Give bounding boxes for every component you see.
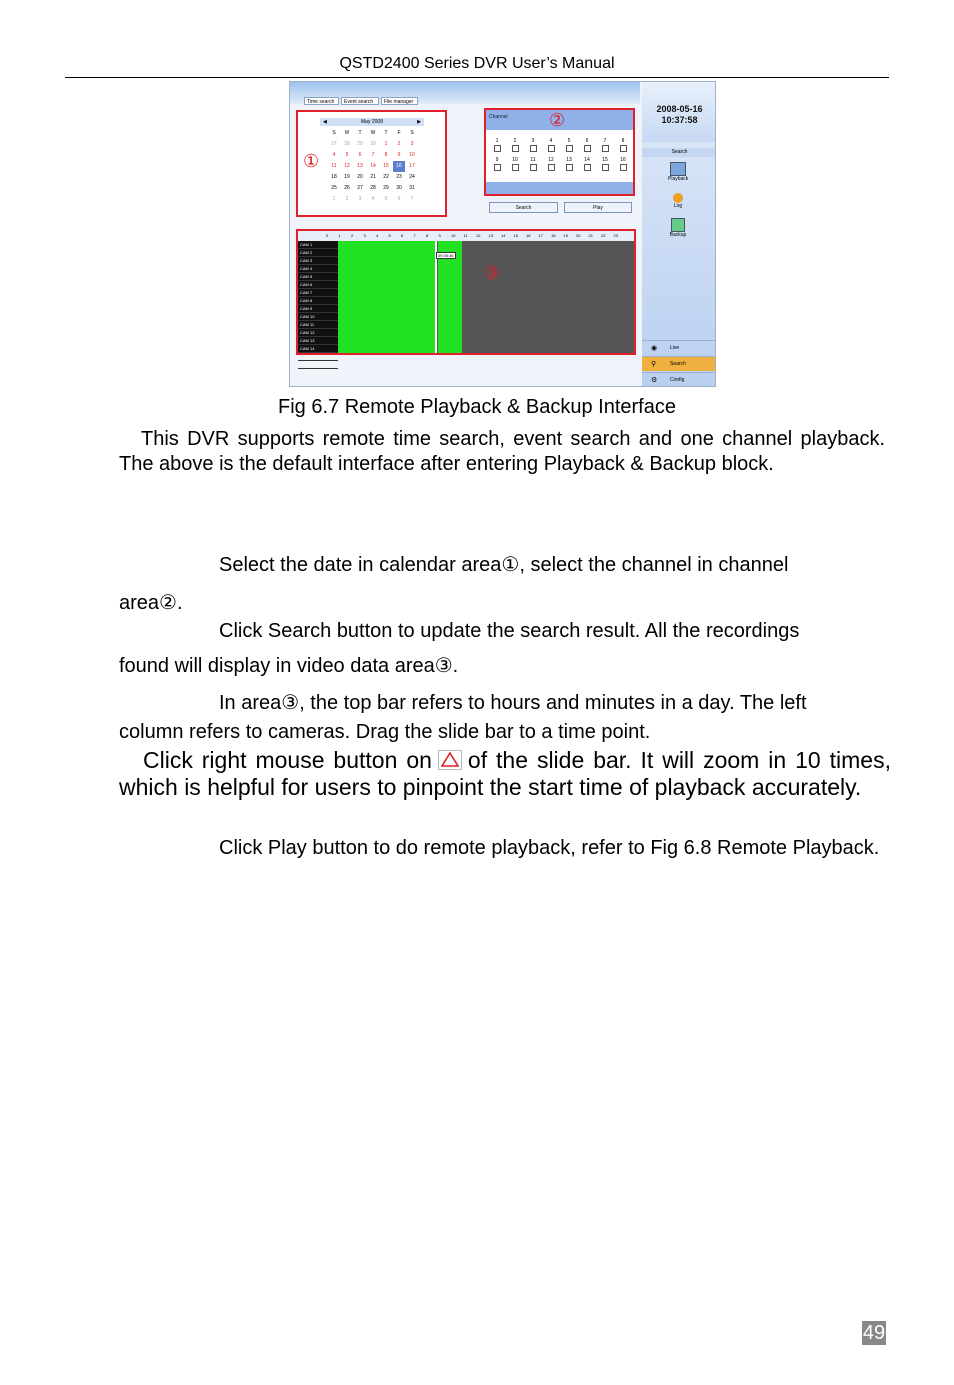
hour-tick: 7 xyxy=(413,233,416,238)
channel-label: Channel xyxy=(489,114,508,120)
step-2-line-2: found will display in video data area③. xyxy=(119,655,459,677)
camera-label: CAM 1 xyxy=(298,241,338,249)
camera-label: CAM 2 xyxy=(298,249,338,257)
channel-checkbox[interactable] xyxy=(509,138,521,152)
calendar-month xyxy=(320,118,424,126)
hour-tick: 21 xyxy=(588,233,593,238)
camera-label: CAM 16 xyxy=(298,361,338,369)
weekday-label: T xyxy=(358,130,362,136)
checkbox-box xyxy=(512,164,519,171)
calendar-day[interactable]: 1 xyxy=(384,141,388,147)
clock-time: 10:37:58 xyxy=(661,115,698,125)
calendar-day[interactable]: 7 xyxy=(371,152,375,158)
calendar-day[interactable]: 6 xyxy=(358,152,362,158)
calendar-day[interactable]: 26 xyxy=(344,185,350,191)
calendar-day[interactable]: 9 xyxy=(397,152,401,158)
camera-label: CAM 9 xyxy=(298,305,338,313)
channel-checkbox[interactable] xyxy=(491,138,503,152)
area-marker-1: ① xyxy=(303,151,320,171)
calendar-day[interactable]: 3 xyxy=(358,196,362,202)
channel-checkbox[interactable] xyxy=(581,138,593,152)
channel-number: 8 xyxy=(621,138,625,144)
channel-checkbox[interactable] xyxy=(509,157,521,171)
calendar-row xyxy=(328,183,418,194)
hour-tick: 18 xyxy=(551,233,556,238)
zoom-text-before: Click right mouse button on xyxy=(143,747,432,773)
calendar-area xyxy=(296,110,447,217)
camera-label: CAM 12 xyxy=(298,329,338,337)
camera-label: CAM 10 xyxy=(298,313,338,321)
figure-caption: Fig 6.7 Remote Playback & Backup Interface xyxy=(278,396,676,418)
hour-tick: 16 xyxy=(526,233,531,238)
calendar-row xyxy=(328,194,418,205)
hour-tick: 19 xyxy=(563,233,568,238)
calendar-day[interactable]: 29 xyxy=(357,141,363,147)
calendar-row xyxy=(328,150,418,161)
calendar-day[interactable]: 27 xyxy=(331,141,337,147)
calendar-row xyxy=(328,139,418,150)
hour-tick: 13 xyxy=(488,233,493,238)
calendar-day[interactable]: 28 xyxy=(344,141,350,147)
channel-number: 9 xyxy=(495,157,499,163)
checkbox-box xyxy=(530,164,537,171)
step-3-line-2: column refers to cameras. Drag the slide bar to a time point. xyxy=(119,721,651,743)
hour-tick: 10 xyxy=(451,233,456,238)
zoom-text-after: of the slide bar. It will zoom in 10 times, which is helpful for users to pinpoint the start time of playback accurately. xyxy=(119,747,891,800)
month-label: May 2008 xyxy=(361,119,383,125)
side-item-log[interactable] xyxy=(668,193,688,209)
channel-checkbox[interactable] xyxy=(617,138,629,152)
channel-number: 7 xyxy=(603,138,607,144)
side-search-header: Search xyxy=(642,148,716,157)
camera-column xyxy=(298,241,338,367)
step-1-line-2: area②. xyxy=(119,592,183,614)
side-item-playback[interactable] xyxy=(668,162,688,182)
calendar-day[interactable]: 7 xyxy=(410,196,414,202)
step-4-paragraph: Click Play button to do remote playback, refer to Fig 6.8 Remote Playback. xyxy=(219,837,880,859)
channel-checkbox[interactable] xyxy=(563,157,575,171)
header-rule xyxy=(65,77,889,78)
channel-area xyxy=(484,108,635,196)
slide-marker-icon xyxy=(438,750,462,770)
channel-checkbox[interactable] xyxy=(491,157,503,171)
channel-number: 16 xyxy=(620,157,626,163)
hour-tick: 2 xyxy=(351,233,354,238)
calendar-day[interactable]: 11 xyxy=(331,163,337,169)
area-marker-2: ② xyxy=(549,110,566,130)
side-live-label: Live xyxy=(670,345,680,351)
calendar-day[interactable]: 5 xyxy=(345,152,349,158)
hour-tick: 12 xyxy=(476,233,481,238)
hour-tick: 17 xyxy=(538,233,543,238)
camera-label: CAM 14 xyxy=(298,345,338,353)
channel-number: 5 xyxy=(567,138,571,144)
channel-checkbox[interactable] xyxy=(599,157,611,171)
calendar-day[interactable]: 15 xyxy=(383,163,389,169)
calendar-day[interactable]: 13 xyxy=(357,163,363,169)
channel-number: 1 xyxy=(495,138,499,144)
checkbox-box xyxy=(494,164,501,171)
channel-number: 4 xyxy=(549,138,553,144)
checkbox-box xyxy=(512,145,519,152)
prev-month-icon[interactable]: ◀ xyxy=(323,119,327,125)
weekday-label: T xyxy=(384,130,388,136)
hour-tick: 14 xyxy=(501,233,506,238)
calendar-row xyxy=(328,128,418,139)
tab-time-search[interactable]: Time search xyxy=(304,97,339,105)
checkbox-box xyxy=(530,145,537,152)
calendar-row xyxy=(328,161,418,172)
camera-label: CAM 7 xyxy=(298,289,338,297)
channel-checkbox[interactable] xyxy=(617,157,629,171)
area-marker-3: ③ xyxy=(484,263,501,283)
video-data-area xyxy=(296,229,636,367)
channel-number: 15 xyxy=(602,157,608,163)
play-button[interactable]: Play xyxy=(564,202,632,213)
hour-tick: 5 xyxy=(388,233,391,238)
channel-number: 3 xyxy=(531,138,535,144)
weekday-label: S xyxy=(410,130,414,136)
checkbox-box xyxy=(566,145,573,152)
channel-checkbox[interactable] xyxy=(527,138,539,152)
camera-label: CAM 3 xyxy=(298,257,338,265)
calendar-day[interactable]: 23 xyxy=(396,174,402,180)
camera-label: CAM 6 xyxy=(298,281,338,289)
calendar-day[interactable]: 19 xyxy=(344,174,350,180)
calendar-day[interactable]: 2 xyxy=(345,196,349,202)
channel-number: 13 xyxy=(566,157,572,163)
running-header: QSTD2400 Series DVR User’s Manual xyxy=(339,55,615,72)
step-3-line-1: In area③, the top bar refers to hours and minutes in a day. The left xyxy=(219,692,807,714)
calendar-day[interactable]: 16 xyxy=(393,161,405,172)
calendar-day[interactable]: 25 xyxy=(331,185,337,191)
calendar-day[interactable]: 28 xyxy=(370,185,376,191)
calendar-day[interactable]: 18 xyxy=(331,174,337,180)
weekday-label: W xyxy=(370,130,376,136)
channel-checkbox[interactable] xyxy=(527,157,539,171)
calendar-day[interactable]: 24 xyxy=(409,174,415,180)
tab-file-manager[interactable]: File manager xyxy=(381,97,418,105)
calendar-day[interactable]: 27 xyxy=(357,185,363,191)
step-2-line-1: Click Search button to update the search result. All the recordings xyxy=(219,620,800,642)
step-1-line-1: Select the date in calendar area①, select the channel in channel xyxy=(219,554,789,576)
side-item-label: Backup xyxy=(669,232,687,238)
checkbox-box xyxy=(584,164,591,171)
side-item-label: Playback xyxy=(668,176,689,182)
gear-icon: ⚙ xyxy=(651,377,658,384)
camera-label: CAM 4 xyxy=(298,265,338,273)
hour-tick: 4 xyxy=(376,233,379,238)
next-month-icon[interactable]: ▶ xyxy=(417,119,421,125)
calendar-day[interactable]: 4 xyxy=(371,196,375,202)
checkbox-box xyxy=(620,145,627,152)
clock-date: 2008-05-16 xyxy=(656,104,703,114)
hour-tick: 15 xyxy=(513,233,518,238)
side-item-backup[interactable] xyxy=(668,218,688,238)
channel-number: 12 xyxy=(548,157,554,163)
calendar-day[interactable]: 12 xyxy=(344,163,350,169)
slide-time-tip: 09:35:36 xyxy=(438,253,454,258)
camera-label: CAM 11 xyxy=(298,321,338,329)
hour-tick: 11 xyxy=(463,233,468,238)
calendar-day[interactable]: 10 xyxy=(409,152,415,158)
calendar-day[interactable]: 29 xyxy=(383,185,389,191)
calendar-day[interactable]: 22 xyxy=(383,174,389,180)
channel-number: 10 xyxy=(512,157,518,163)
hour-tick: 23 xyxy=(613,233,618,238)
tab-event-search[interactable]: Event search xyxy=(341,97,379,105)
channel-number: 2 xyxy=(513,138,517,144)
camera-label: CAM 15 xyxy=(298,353,338,361)
calendar-day[interactable]: 21 xyxy=(370,174,376,180)
checkbox-box xyxy=(584,145,591,152)
calendar-day[interactable]: 3 xyxy=(410,141,414,147)
backup-icon xyxy=(671,218,685,232)
calendar-grid xyxy=(328,128,418,205)
weekday-label: M xyxy=(344,130,350,136)
channel-checkbox[interactable] xyxy=(545,157,557,171)
camera-label: CAM 5 xyxy=(298,273,338,281)
checkbox-box xyxy=(494,145,501,152)
camera-label: CAM 13 xyxy=(298,337,338,345)
remote-playback-screenshot xyxy=(289,81,716,387)
log-icon xyxy=(673,193,683,203)
calendar-day[interactable]: 17 xyxy=(409,163,415,169)
calendar-day[interactable]: 4 xyxy=(332,152,336,158)
hour-tick: 1 xyxy=(338,233,341,238)
clock xyxy=(642,82,716,142)
side-search-label: Search xyxy=(670,361,686,367)
calendar-day[interactable]: 30 xyxy=(396,185,402,191)
side-panel xyxy=(642,82,716,387)
calendar-day[interactable]: 31 xyxy=(409,185,415,191)
hour-tick: 6 xyxy=(401,233,404,238)
calendar-day[interactable]: 1 xyxy=(332,196,336,202)
hour-tick: 9 xyxy=(438,233,441,238)
calendar-day[interactable]: 2 xyxy=(397,141,401,147)
hour-bar xyxy=(298,231,634,241)
checkbox-box xyxy=(548,164,555,171)
calendar-day[interactable]: 8 xyxy=(384,152,388,158)
channel-number: 14 xyxy=(584,157,590,163)
search-button[interactable]: Search xyxy=(489,202,558,213)
side-item-label: Log xyxy=(673,203,683,209)
eye-icon: ◉ xyxy=(651,345,658,352)
weekday-label: S xyxy=(332,130,336,136)
intro-paragraph: This DVR supports remote time search, event search and one channel playback. The above is the default interface after entering Playback & Backup block. xyxy=(119,428,885,475)
side-config-label: Config xyxy=(670,377,685,383)
checkbox-box xyxy=(566,164,573,171)
channel-checkbox[interactable] xyxy=(581,157,593,171)
checkbox-box xyxy=(548,145,555,152)
hour-tick: 3 xyxy=(363,233,366,238)
hour-tick: 22 xyxy=(601,233,606,238)
search-icon: ⚲ xyxy=(651,361,657,368)
calendar-day[interactable]: 30 xyxy=(370,141,376,147)
hour-tick: 0 xyxy=(326,233,329,238)
hour-tick: 8 xyxy=(426,233,429,238)
calendar-day[interactable]: 14 xyxy=(370,163,376,169)
calendar-day[interactable]: 5 xyxy=(384,196,388,202)
channel-checkbox[interactable] xyxy=(545,138,557,152)
checkbox-box xyxy=(602,145,609,152)
calendar-day[interactable]: 20 xyxy=(357,174,363,180)
hour-tick: 20 xyxy=(576,233,581,238)
playback-icon xyxy=(670,162,686,176)
calendar-day[interactable]: 6 xyxy=(397,196,401,202)
channel-footer xyxy=(486,182,633,194)
channel-checkbox[interactable] xyxy=(563,138,575,152)
channel-checkbox[interactable] xyxy=(599,138,611,152)
channel-number: 6 xyxy=(585,138,589,144)
page-number: 49 xyxy=(862,1322,886,1344)
checkbox-box xyxy=(620,164,627,171)
camera-label: CAM 8 xyxy=(298,297,338,305)
calendar-row xyxy=(328,172,418,183)
checkbox-box xyxy=(602,164,609,171)
channel-number: 11 xyxy=(530,157,536,163)
weekday-label: F xyxy=(397,130,401,136)
zoom-paragraph xyxy=(119,747,891,801)
recording-segment xyxy=(338,241,436,353)
